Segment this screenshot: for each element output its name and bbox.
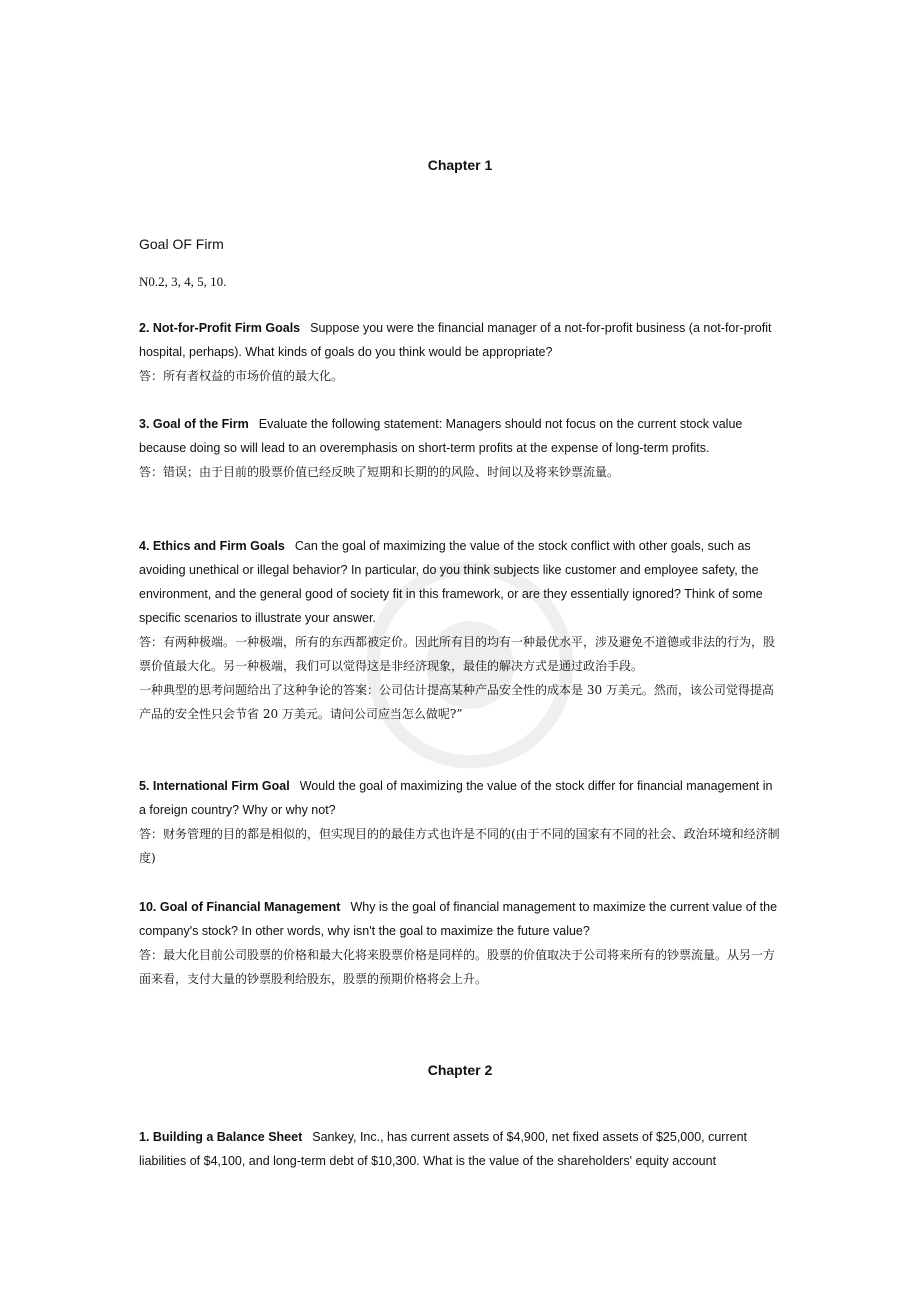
answer-text: 答：所有者权益的市场价值的最大化。 bbox=[139, 369, 344, 383]
question-text: Sankey, Inc., has current assets of $4,900, net fixed assets of $25,000, current liabilities of $4,100, and long-term debt of $10,300. What is the value of the shareholders' equity account bbox=[139, 1130, 747, 1168]
answer-text: 答：财务管理的目的都是相似的，但实现目的的最佳方式也许是不同的(由于不同的国家有不同的社会、政治环境和经济制度) bbox=[139, 827, 780, 865]
section-heading: Goal OF Firm bbox=[139, 236, 224, 252]
chapter-1-title: Chapter 1 bbox=[427, 157, 493, 173]
question-block bbox=[139, 534, 781, 726]
question-block bbox=[139, 895, 781, 991]
problem-list: N0.2, 3, 4, 5, 10. bbox=[139, 274, 227, 289]
question-text: Why is the goal of financial management to maximize the current value of the company's stock? In other words, why isn't the goal to maximize the future value? bbox=[139, 900, 778, 938]
question-text: Would the goal of maximizing the value of the stock differ for financial management in a foreign country? Why or why not? bbox=[139, 779, 773, 817]
question-block bbox=[139, 774, 781, 870]
question-text: Suppose you were the financial manager of a not-for-profit business (a not-for-profit hospital, perhaps). What kinds of goals do you think would be appropriate? bbox=[139, 321, 772, 359]
answer-text: 答：有两种极端。一种极端，所有的东西都被定价。因此所有目的均有一种最优水平，涉及避免不道德或非法的行为，股票价值最大化。另一种极端，我们可以觉得这是非经济现象，最佳的解决方式是通过政治手段。 bbox=[139, 635, 776, 673]
question-title: 3. Goal of the Firm bbox=[139, 417, 249, 431]
question-title: 4. Ethics and Firm Goals bbox=[139, 539, 285, 553]
question-block bbox=[139, 1125, 781, 1173]
question-block bbox=[139, 412, 781, 484]
question-title: 10. Goal of Financial Management bbox=[139, 900, 341, 914]
question-block bbox=[139, 316, 781, 388]
question-text: Evaluate the following statement: Managers should not focus on the current stock value because doing so will lead to an overemphasis on short-term profits at the expense of long-term profits. bbox=[139, 417, 743, 455]
question-title: 2. Not-for-Profit Firm Goals bbox=[139, 321, 301, 335]
question-title: 5. International Firm Goal bbox=[139, 779, 290, 793]
question-title: 1. Building a Balance Sheet bbox=[139, 1130, 303, 1144]
answer-text-continued: 一种典型的思考问题给出了这种争论的答案：公司估计提高某种产品安全性的成本是 30 万美元。然而，该公司觉得提高产品的安全性只会节省 20 万美元。请问公司应当怎么做呢?” bbox=[139, 683, 774, 721]
answer-text: 答：最大化目前公司股票的价格和最大化将来股票价格是同样的。股票的价值取决于公司将来所有的钞票流量。从另一方面来看，支付大量的钞票股利给股东，股票的预期价格将会上升。 bbox=[139, 948, 776, 986]
answer-text: 答：错误；由于目前的股票价值已经反映了短期和长期的的风险、时间以及将来钞票流量。 bbox=[139, 465, 620, 479]
chapter-2-title: Chapter 2 bbox=[427, 1062, 493, 1078]
question-text: Can the goal of maximizing the value of the stock conflict with other goals, such as avoiding unethical or illegal behavior? In particular, do you think subjects like customer and employee safety, the environment, and the general good of society fit in this framework, or are they essentially ignored? Think of some specific scenarios to illustrate your answer. bbox=[139, 539, 763, 625]
